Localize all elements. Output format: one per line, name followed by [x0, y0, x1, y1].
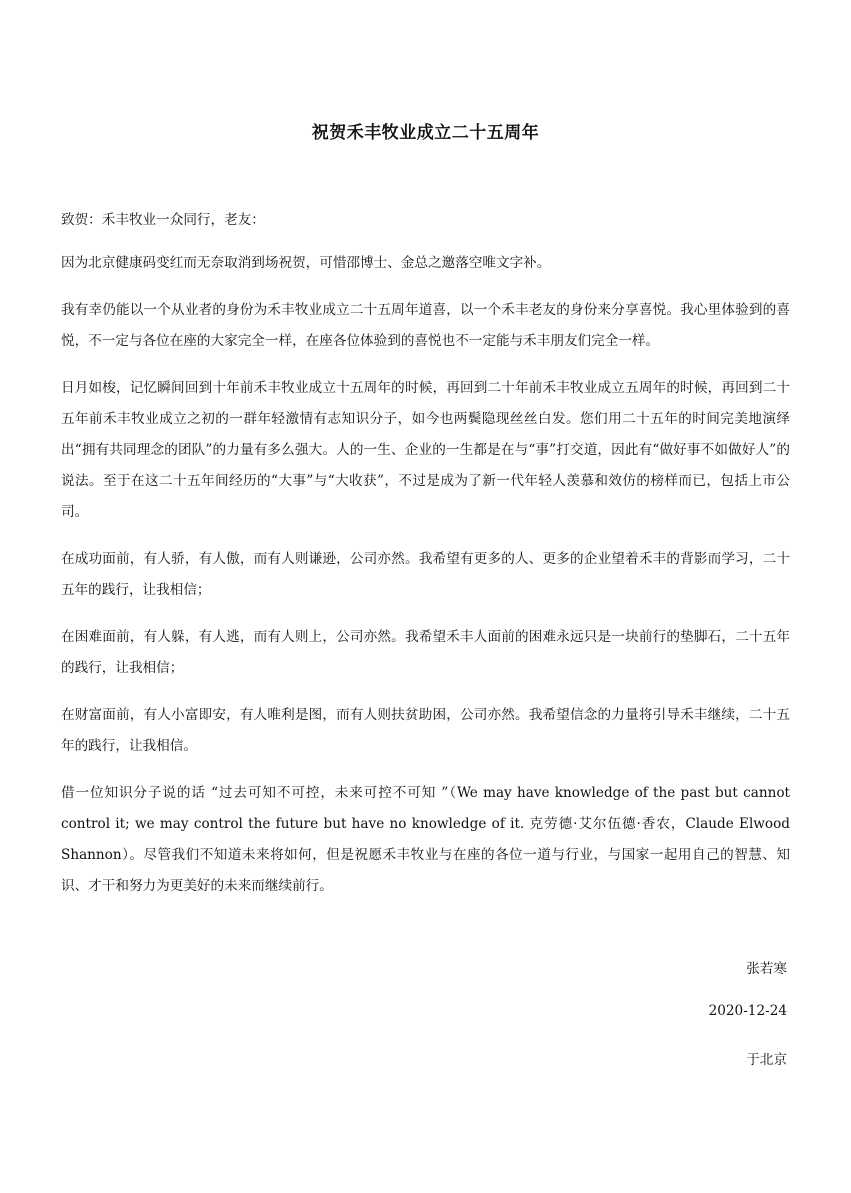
- paragraph-difficulty: 在困难面前，有人躲，有人逃，而有人则上，公司亦然。我希望禾丰人面前的困难永远只是一块前行的垫脚石，二十五年的践行，让我相信；: [61, 629, 790, 676]
- signature-date: 2020-12-24: [708, 1003, 787, 1019]
- letter-body: [61, 205, 790, 918]
- salutation: 致贺：禾丰牧业一众同行，老友：: [61, 212, 265, 228]
- paragraph-success: 在成功面前，有人骄，有人傲，而有人则谦逊，公司亦然。我希望有更多的人、更多的企业望着禾丰的背影而学习，二十五年的践行，让我相信；: [61, 551, 790, 598]
- signature-name: 张若寒: [746, 961, 787, 977]
- signature-place: 于北京: [746, 1052, 787, 1068]
- letter-title: 祝贺禾丰牧业成立二十五周年: [311, 123, 540, 143]
- paragraph-wealth: 在财富面前，有人小富即安，有人唯利是图，而有人则扶贫助困，公司亦然。我希望信念的力量将引导禾丰继续，二十五年的践行，让我相信。: [61, 707, 790, 754]
- paragraph-apology: 因为北京健康码变红而无奈取消到场祝贺，可惜邵博士、金总之邀落空唯文字补。: [61, 255, 551, 271]
- paragraph-memories: 日月如梭，记忆瞬间回到十年前禾丰牧业成立十五周年的时候，再回到二十年前禾丰牧业成立五周年的时候，再回到二十五年前禾丰牧业成立之初的一群年轻激情有志知识分子，如今也两鬓隐现丝丝白发。您们用二十五年的时间完美地演绎出“拥有共同理念的团队”的力量有多么强大。人的一生、企业的一生都是在与“事”打交道，因此有“做好事不如做好人”的说法。至于在这二十五年间经历的“大事”与“大收获”，不过是成为了新一代年轻人羡慕和效仿的榜样而已，包括上市公司。: [61, 380, 790, 520]
- paragraph-quote: 借一位知识分子说的话 “过去可知不可控，未来可控不可知 ”（We may have knowledge of the past but cannot control it; we may control the future but have no knowledge of it. 克劳德·艾尔伍德·香农，Claude Elwood Shannon）。尽管我们不知道未来将如何，但是祝愿禾丰牧业与在座的各位一道与行业，与国家一起用自己的智慧、知识、才干和努力为更美好的未来而继续前行。: [61, 785, 790, 894]
- paragraph-congratulation: 我有幸仍能以一个从业者的身份为禾丰牧业成立二十五周年道喜，以一个禾丰老友的身份来分享喜悦。我心里体验到的喜悦，不一定与各位在座的大家完全一样，在座各位体验到的喜悦也不一定能与禾丰朋友们完全一样。: [61, 302, 790, 349]
